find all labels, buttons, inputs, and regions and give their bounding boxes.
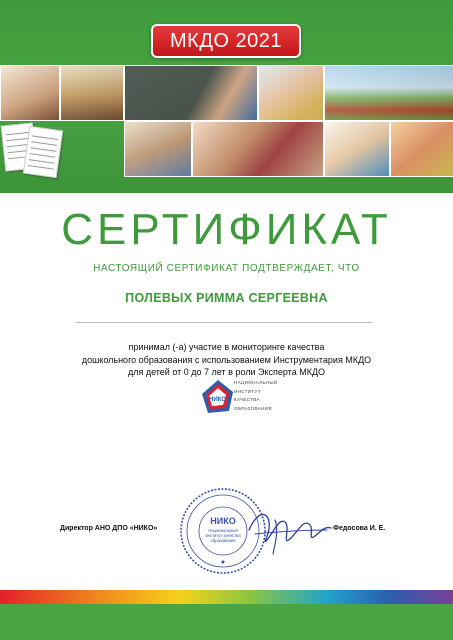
rainbow-stripe (0, 590, 453, 604)
logo-emblem-text: НИКО (209, 397, 226, 403)
photo-chalkboard (124, 65, 258, 121)
certificate-subtitle: НАСТОЯЩИЙ СЕРТИФИКАТ ПОДТВЕРЖДАЕТ, ЧТО (93, 263, 360, 274)
handwritten-signature (245, 500, 335, 560)
photo-child-reading (0, 65, 60, 121)
stamp-sub-text: образования (210, 538, 236, 543)
signer-name: Федосова И. Е. (333, 525, 386, 532)
photo-children-blocks (124, 121, 192, 177)
photo-child-smiling (258, 65, 324, 121)
body-line: принимал (-а) участие в мониторинге качества (128, 342, 325, 352)
logo-line: ИНСТИТУТ (234, 388, 261, 394)
footer-band (0, 604, 453, 640)
mkdo-badge: МКДО 2021 (151, 24, 301, 58)
photo-children-drawing (324, 121, 390, 177)
photo-playground (324, 65, 453, 121)
logo-line: НАЦИОНАЛЬНЫЙ (234, 380, 278, 385)
body-line: дошкольного образования с использованием Инструментария МКДО (81, 354, 372, 365)
certificate-title: СЕРТИФИКАТ (61, 205, 392, 254)
divider (76, 322, 372, 323)
stamp-sub-text: Национальный (208, 528, 238, 533)
logo-line: ОБРАЗОВАНИЯ (234, 405, 272, 411)
header-banner (0, 0, 453, 193)
recipient-name: ПОЛЕВЫХ РИММА СЕРГЕЕВНА (125, 291, 328, 305)
document-thumbnail (23, 126, 63, 178)
body-line: для детей от 0 до 7 лет в роли Эксперта МКДО (127, 367, 326, 377)
director-label: Директор АНО ДПО «НИКО» (60, 525, 158, 532)
photo-children-group (390, 121, 453, 177)
logo-line: КАЧЕСТВА (234, 397, 260, 403)
photo-child-stairs (60, 65, 124, 121)
photo-teacher-children (192, 121, 324, 177)
certificate-body (0, 341, 453, 379)
stamp-center-text: НИКО (210, 516, 236, 526)
stamp-sub-text: институт качества (205, 533, 241, 538)
logo-text (234, 379, 304, 413)
